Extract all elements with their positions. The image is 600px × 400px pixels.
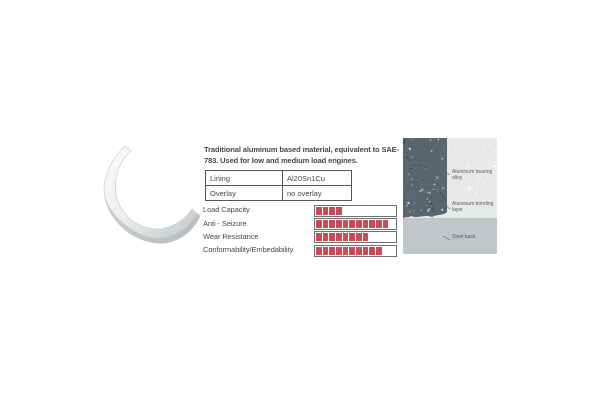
spec-table xyxy=(205,170,352,201)
rating-segment xyxy=(376,233,382,241)
layer-label-steel-back: Steel back xyxy=(452,234,476,240)
rating-segment xyxy=(389,207,395,215)
rating-segment xyxy=(336,233,342,241)
rating-segment xyxy=(363,233,369,241)
ratings-list xyxy=(203,203,397,257)
alloy-layer xyxy=(403,138,447,218)
cross-section-image xyxy=(403,138,497,254)
rating-segment xyxy=(369,220,375,228)
rating-bar-load-capacity xyxy=(314,205,397,217)
rating-segment xyxy=(376,247,382,255)
rating-bar-wear-resistance xyxy=(314,231,397,243)
rating-bar-anti-seizure xyxy=(314,218,397,230)
rating-row xyxy=(203,216,397,229)
layer-label-bearing-alloy: Aluminum bearing alloy xyxy=(452,169,493,182)
rating-segment xyxy=(316,247,322,255)
rating-segment xyxy=(383,233,389,241)
rating-segment xyxy=(329,220,335,228)
rating-segment xyxy=(329,207,335,215)
spec-value: Al20Sn1Cu xyxy=(283,171,352,186)
rating-segment xyxy=(383,220,389,228)
layer-label-bonding-layer: Aluminum bonding layer xyxy=(452,201,494,214)
rating-label: Load Capacity xyxy=(203,205,250,215)
rating-label: Conformability/Embedability xyxy=(203,245,294,255)
rating-segment xyxy=(383,207,389,215)
rating-segment xyxy=(349,220,355,228)
rating-segment xyxy=(336,207,342,215)
rating-segment xyxy=(363,207,369,215)
rating-segment xyxy=(369,233,375,241)
rating-segment xyxy=(356,207,362,215)
rating-segment xyxy=(336,247,342,255)
rating-segment xyxy=(323,220,329,228)
rating-segment xyxy=(316,207,322,215)
rating-segment xyxy=(356,233,362,241)
rating-segment xyxy=(316,233,322,241)
rating-segment xyxy=(369,247,375,255)
rating-segment xyxy=(389,220,395,228)
rating-segment xyxy=(349,233,355,241)
rating-segment xyxy=(349,247,355,255)
rating-segment xyxy=(356,220,362,228)
rating-segment xyxy=(343,247,349,255)
rating-segment xyxy=(376,207,382,215)
rating-segment xyxy=(343,207,349,215)
rating-segment xyxy=(323,247,329,255)
table-row xyxy=(206,186,352,201)
rating-segment xyxy=(383,247,389,255)
rating-segment xyxy=(363,247,369,255)
rating-segment xyxy=(323,207,329,215)
rating-segment xyxy=(389,247,395,255)
rating-segment xyxy=(329,247,335,255)
rating-segment xyxy=(329,233,335,241)
rating-segment xyxy=(376,220,382,228)
rating-segment xyxy=(356,247,362,255)
rating-bar-conformability xyxy=(314,245,397,257)
spec-value: no overlay xyxy=(283,186,352,201)
rating-segment xyxy=(343,233,349,241)
rating-row xyxy=(203,203,397,216)
bearing-shell-image xyxy=(98,138,206,266)
spec-label: Overlay xyxy=(206,186,283,201)
rating-label: Wear Resistance xyxy=(203,231,259,241)
rating-segment xyxy=(389,233,395,241)
rating-segment xyxy=(363,220,369,228)
rating-segment xyxy=(349,207,355,215)
rating-label: Anti - Seizure xyxy=(203,218,247,228)
rating-segment xyxy=(369,207,375,215)
rating-segment xyxy=(343,220,349,228)
rating-segment xyxy=(336,220,342,228)
material-description: Traditional aluminum based material, equivalent to SAE-783. Used for low and medium load engines. xyxy=(204,145,399,166)
rating-segment xyxy=(316,220,322,228)
rating-segment xyxy=(323,233,329,241)
rating-row xyxy=(203,243,397,256)
rating-row xyxy=(203,230,397,243)
spec-label: Lining xyxy=(206,171,283,186)
table-row xyxy=(206,171,352,186)
